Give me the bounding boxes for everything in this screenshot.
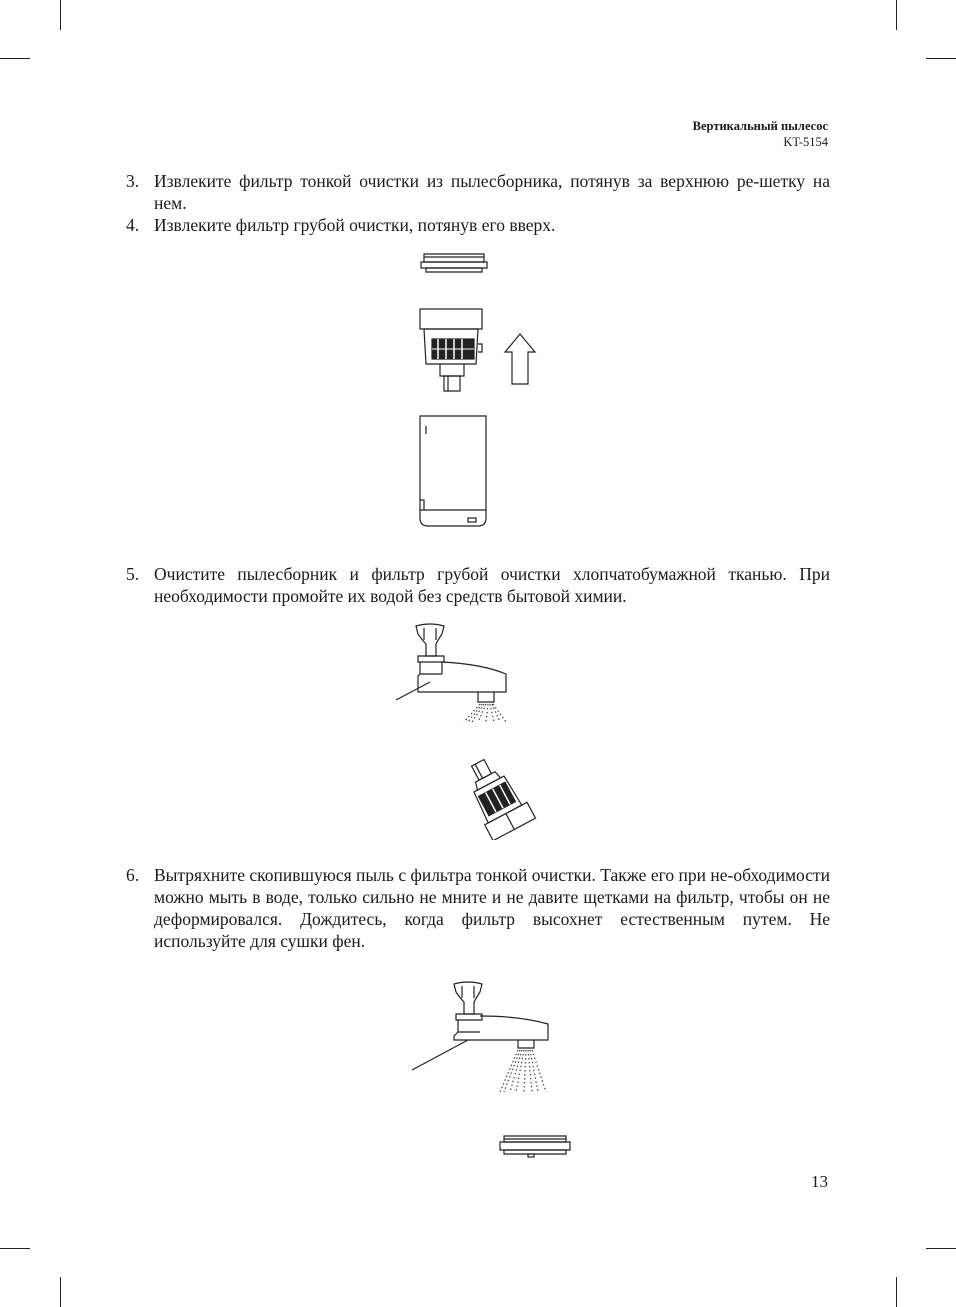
page-number: 13 bbox=[811, 1172, 828, 1191]
step-text: Очистите пылесборник и фильтр грубой очистки хлопчатобумажной тканью. При необходимости промойте их водой без средств бытовой химии. bbox=[154, 564, 830, 606]
dust-container-disassembly-figure bbox=[410, 248, 550, 533]
water-stream-icon bbox=[500, 1050, 546, 1092]
arrow-up-icon bbox=[505, 334, 535, 384]
step-4 bbox=[126, 214, 830, 236]
crop-mark bbox=[0, 1248, 30, 1249]
step-5 bbox=[126, 563, 830, 607]
water-tap-icon bbox=[412, 982, 548, 1070]
step-number: 6. bbox=[126, 865, 140, 885]
crop-mark bbox=[60, 0, 61, 30]
dust-container-icon bbox=[420, 416, 486, 526]
top-grille-icon bbox=[421, 254, 487, 272]
coarse-filter-tilted-icon bbox=[457, 751, 535, 840]
tap-washing-figure bbox=[392, 620, 562, 840]
step-text: Вытряхните скопившуюся пыль с фильтра тонкой очистки. Также его при не-обходимости можно мыть в воде, только сильно не мните и не давите щетками на фильтр, чтобы он не деформировался. Дождитесь, когда фильтр высохнет естественным путем. Не используйте для сушки фен. bbox=[154, 865, 830, 951]
step-6 bbox=[126, 864, 830, 952]
crop-mark bbox=[0, 58, 30, 59]
water-tap-icon bbox=[396, 624, 506, 702]
fine-filter-washing-figure bbox=[408, 978, 578, 1160]
coarse-filter-icon bbox=[420, 309, 482, 391]
running-header bbox=[693, 118, 828, 150]
step-number: 4. bbox=[126, 215, 140, 235]
step-text: Извлеките фильтр грубой очистки, потянув его вверх. bbox=[154, 215, 556, 235]
step-text: Извлеките фильтр тонкой очистки из пылесборника, потянув за верхнюю ре-шетку на нем. bbox=[154, 171, 830, 213]
water-stream-icon bbox=[464, 704, 506, 722]
step-number: 3. bbox=[126, 171, 140, 191]
crop-mark bbox=[926, 58, 956, 59]
header-title: Вертикальный пылесос bbox=[692, 119, 828, 133]
crop-mark bbox=[896, 1277, 897, 1307]
crop-mark bbox=[896, 0, 897, 30]
crop-mark bbox=[60, 1277, 61, 1307]
header-model: KT-5154 bbox=[783, 135, 828, 149]
step-number: 5. bbox=[126, 564, 140, 584]
step-3 bbox=[126, 170, 830, 214]
fine-filter-icon bbox=[500, 1136, 570, 1157]
crop-mark bbox=[926, 1248, 956, 1249]
